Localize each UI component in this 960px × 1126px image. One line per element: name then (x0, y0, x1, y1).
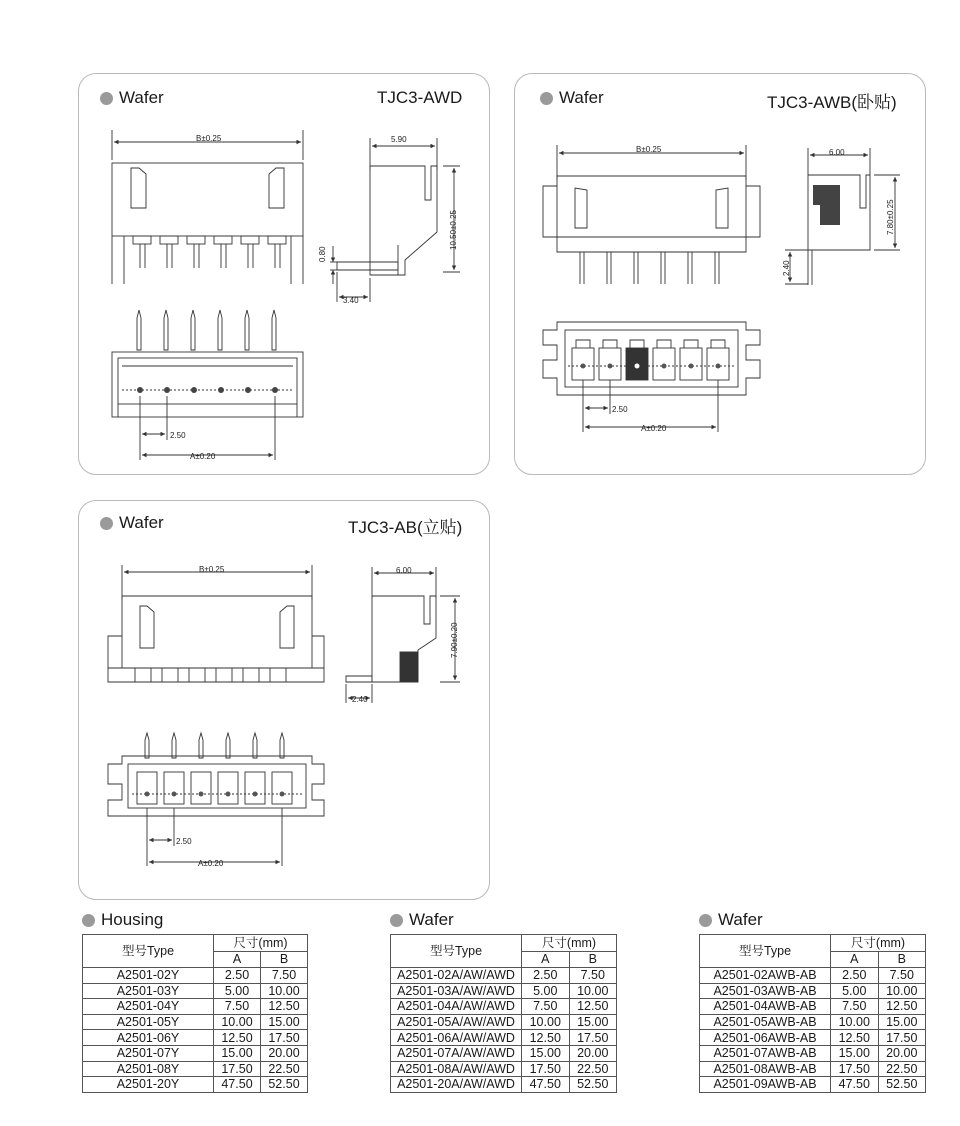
a-cell: 5.00 (214, 983, 261, 999)
type-cell: A2501-02Y (83, 968, 214, 984)
b-cell: 20.00 (878, 1045, 926, 1061)
a-cell: 2.50 (831, 968, 879, 984)
ab-front-view (108, 565, 324, 682)
table-row (700, 1077, 926, 1093)
size-header: 尺寸(mm) (214, 935, 308, 952)
bullet-icon (390, 914, 403, 927)
table-row (700, 1045, 926, 1061)
b-cell: 17.50 (569, 1030, 617, 1046)
table-row (391, 983, 617, 999)
a-cell: 12.50 (522, 1030, 570, 1046)
table-row (83, 1077, 308, 1093)
a-cell: 7.50 (214, 999, 261, 1015)
table-row (391, 1030, 617, 1046)
table-title-text: Wafer (409, 910, 454, 929)
awd-dim-t: 0.80 (318, 246, 327, 262)
awb-bottom-view (543, 322, 760, 432)
ab-dim-t: 2.40 (352, 695, 368, 704)
type-cell: A2501-04A/AW/AWD (391, 999, 522, 1015)
b-cell: 7.50 (569, 968, 617, 984)
table-row (83, 1030, 308, 1046)
type-cell: A2501-20Y (83, 1077, 214, 1093)
ab-dim-b: B±0.25 (199, 565, 225, 574)
ab-dim-h: 7.90±0.20 (450, 622, 459, 658)
table-row (700, 1030, 926, 1046)
ab-dim-pitch: 2.50 (176, 837, 192, 846)
col-a-header: A (522, 951, 570, 968)
wafer-table-title (699, 910, 926, 930)
col-a-header: A (214, 951, 261, 968)
table-body (83, 968, 308, 1093)
panel-title-text: Wafer (559, 88, 604, 107)
table-row (83, 1045, 308, 1061)
a-cell: 15.00 (522, 1045, 570, 1061)
panel-title-text: Wafer (119, 88, 164, 107)
col-a-header: A (831, 951, 879, 968)
table-row (700, 1061, 926, 1077)
table-row (83, 1014, 308, 1030)
b-cell: 12.50 (878, 999, 926, 1015)
ab-side-view (346, 567, 460, 703)
wafer-size-table-awb (699, 934, 926, 1093)
a-cell: 17.50 (831, 1061, 879, 1077)
type-cell: A2501-04AWB-AB (700, 999, 831, 1015)
b-cell: 15.00 (261, 1014, 308, 1030)
a-cell: 17.50 (522, 1061, 570, 1077)
type-cell: A2501-20A/AW/AWD (391, 1077, 522, 1093)
type-cell: A2501-07Y (83, 1045, 214, 1061)
wafer-table-block-2 (699, 910, 926, 1093)
a-cell: 5.00 (831, 983, 879, 999)
table-row (700, 983, 926, 999)
type-cell: A2501-03Y (83, 983, 214, 999)
panel-model-ab: TJC3-AB(立贴) (348, 518, 463, 537)
type-cell: A2501-02A/AW/AWD (391, 968, 522, 984)
b-cell: 7.50 (878, 968, 926, 984)
type-cell: A2501-05A/AW/AWD (391, 1014, 522, 1030)
bullet-icon (82, 914, 95, 927)
a-cell: 5.00 (522, 983, 570, 999)
wafer-table-block-1 (390, 910, 617, 1093)
type-cell: A2501-03A/AW/AWD (391, 983, 522, 999)
type-header: 型号Type (83, 935, 214, 968)
type-cell: A2501-07A/AW/AWD (391, 1045, 522, 1061)
type-cell: A2501-08AWB-AB (700, 1061, 831, 1077)
a-cell: 15.00 (831, 1045, 879, 1061)
a-cell: 12.50 (214, 1030, 261, 1046)
type-cell: A2501-08Y (83, 1061, 214, 1077)
housing-size-table (82, 934, 308, 1093)
ab-dim-a: A±0.20 (198, 859, 224, 868)
type-cell: A2501-06AWB-AB (700, 1030, 831, 1046)
b-cell: 20.00 (569, 1045, 617, 1061)
table-row (391, 1045, 617, 1061)
table-row (391, 1061, 617, 1077)
table-row (391, 968, 617, 984)
awd-dim-p: 3.40 (343, 296, 359, 305)
a-cell: 47.50 (214, 1077, 261, 1093)
awb-dim-h: 7.80±0.25 (886, 199, 895, 235)
a-cell: 7.50 (522, 999, 570, 1015)
table-row (700, 968, 926, 984)
b-cell: 10.00 (878, 983, 926, 999)
awd-side-view (330, 138, 460, 302)
a-cell: 12.50 (831, 1030, 879, 1046)
awd-front-view (112, 130, 303, 284)
a-cell: 47.50 (831, 1077, 879, 1093)
type-cell: A2501-06A/AW/AWD (391, 1030, 522, 1046)
type-cell: A2501-09AWB-AB (700, 1077, 831, 1093)
size-header: 尺寸(mm) (831, 935, 926, 952)
col-b-header: B (261, 951, 308, 968)
b-cell: 22.50 (261, 1061, 308, 1077)
b-cell: 15.00 (569, 1014, 617, 1030)
wafer-table-title (390, 910, 617, 930)
panel-model-awb: TJC3-AWB(卧贴) (767, 93, 897, 112)
a-cell: 7.50 (831, 999, 879, 1015)
table-row (83, 968, 308, 984)
table-title-text: Wafer (718, 910, 763, 929)
ab-dim-w: 6.00 (396, 566, 412, 575)
awd-dim-w: 5.90 (391, 135, 407, 144)
type-cell: A2501-04Y (83, 999, 214, 1015)
b-cell: 12.50 (569, 999, 617, 1015)
awb-front-view (543, 145, 760, 284)
table-row (700, 999, 926, 1015)
awd-dim-a: A±0.20 (190, 452, 216, 461)
b-cell: 22.50 (878, 1061, 926, 1077)
type-cell: A2501-02AWB-AB (700, 968, 831, 984)
awd-top-view (112, 310, 303, 460)
panel-model-awd: TJC3-AWD (377, 88, 463, 107)
awb-dim-a: A±0.20 (641, 424, 667, 433)
a-cell: 2.50 (522, 968, 570, 984)
a-cell: 2.50 (214, 968, 261, 984)
awb-dim-w: 6.00 (829, 148, 845, 157)
a-cell: 10.00 (214, 1014, 261, 1030)
awd-dim-b: B±0.25 (196, 134, 222, 143)
b-cell: 17.50 (261, 1030, 308, 1046)
col-b-header: B (569, 951, 617, 968)
b-cell: 52.50 (569, 1077, 617, 1093)
table-row (391, 1014, 617, 1030)
table-body (391, 968, 617, 1093)
a-cell: 10.00 (831, 1014, 879, 1030)
a-cell: 17.50 (214, 1061, 261, 1077)
type-cell: A2501-05Y (83, 1014, 214, 1030)
b-cell: 12.50 (261, 999, 308, 1015)
table-body (700, 968, 926, 1093)
b-cell: 17.50 (878, 1030, 926, 1046)
panel-title-text: Wafer (119, 513, 164, 532)
col-b-header: B (878, 951, 926, 968)
awb-dim-pitch: 2.50 (612, 405, 628, 414)
a-cell: 47.50 (522, 1077, 570, 1093)
b-cell: 20.00 (261, 1045, 308, 1061)
table-row (391, 999, 617, 1015)
b-cell: 10.00 (261, 983, 308, 999)
awd-dim-pitch: 2.50 (170, 431, 186, 440)
ab-top-view (108, 733, 324, 866)
awb-side-view (785, 148, 900, 285)
table-row (83, 983, 308, 999)
b-cell: 15.00 (878, 1014, 926, 1030)
type-cell: A2501-05AWB-AB (700, 1014, 831, 1030)
table-row (391, 1077, 617, 1093)
b-cell: 7.50 (261, 968, 308, 984)
wafer-size-table-awd (390, 934, 617, 1093)
type-cell: A2501-06Y (83, 1030, 214, 1046)
type-cell: A2501-08A/AW/AWD (391, 1061, 522, 1077)
b-cell: 52.50 (261, 1077, 308, 1093)
type-cell: A2501-07AWB-AB (700, 1045, 831, 1061)
a-cell: 10.00 (522, 1014, 570, 1030)
housing-table-block (82, 910, 308, 1093)
type-header: 型号Type (700, 935, 831, 968)
a-cell: 15.00 (214, 1045, 261, 1061)
b-cell: 22.50 (569, 1061, 617, 1077)
b-cell: 52.50 (878, 1077, 926, 1093)
bullet-icon (699, 914, 712, 927)
awb-dim-t: 2.40 (782, 260, 791, 276)
type-cell: A2501-03AWB-AB (700, 983, 831, 999)
housing-table-title (82, 910, 308, 930)
b-cell: 10.00 (569, 983, 617, 999)
table-row (83, 999, 308, 1015)
table-row (83, 1061, 308, 1077)
table-title-text: Housing (101, 910, 164, 929)
table-row (700, 1014, 926, 1030)
awd-dim-h: 10.50±0.25 (449, 210, 458, 250)
awb-dim-b: B±0.25 (636, 145, 662, 154)
size-header: 尺寸(mm) (522, 935, 617, 952)
type-header: 型号Type (391, 935, 522, 968)
